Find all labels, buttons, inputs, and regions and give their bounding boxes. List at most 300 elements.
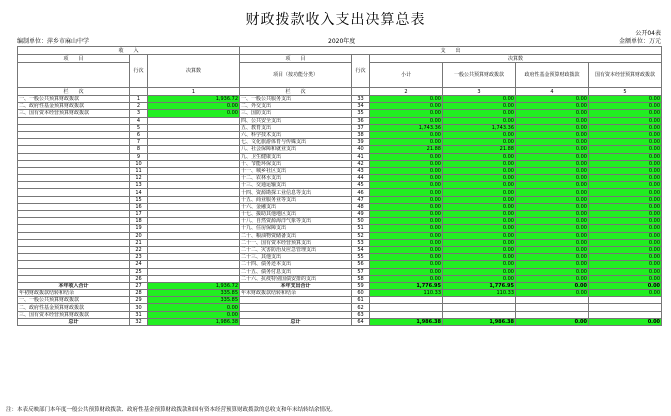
- expense-amount-c: 0.00: [589, 175, 662, 182]
- expense-line-no: 56: [352, 261, 370, 268]
- expense-amount-g: 0.00: [443, 275, 516, 282]
- expense-amount-s: [370, 304, 443, 311]
- item-header: 项 目: [18, 55, 130, 63]
- expense-amount-g: 0.00: [443, 268, 516, 275]
- expense-amount-f: 0.00: [516, 203, 589, 210]
- expense-line-no: 33: [352, 96, 370, 103]
- column-number: 3: [443, 88, 516, 96]
- expense-amount-f: 0.00: [516, 96, 589, 103]
- expense-line-no: 50: [352, 218, 370, 225]
- expense-amount-g: 21.88: [443, 146, 516, 153]
- expense-item: [240, 297, 352, 304]
- expense-item: 二十五、债务付息支出: [240, 268, 352, 275]
- income-amount: [148, 232, 240, 239]
- expense-amount-s: [370, 297, 443, 304]
- column-number: 2: [370, 88, 443, 96]
- expense-amount-s: 0.00: [370, 110, 443, 117]
- income-item: [18, 160, 130, 167]
- expense-amount-f: 0.00: [516, 282, 589, 289]
- expense-amount-f: 0.00: [516, 261, 589, 268]
- income-line-no: 21: [130, 239, 148, 246]
- income-item: [18, 117, 130, 124]
- expense-item: 本年支出合计: [240, 282, 352, 289]
- final-accounts-table: [17, 46, 662, 326]
- table-row: [18, 225, 662, 232]
- expense-line-no: 64: [352, 318, 370, 325]
- expense-amount-s: 0.00: [370, 275, 443, 282]
- budget-amount-header: 决算数: [148, 55, 240, 88]
- expense-amount-f: 0.00: [516, 254, 589, 261]
- income-line-no: 30: [130, 304, 148, 311]
- total-row: [18, 318, 662, 325]
- expense-amount-g: 0.00: [443, 103, 516, 110]
- income-amount: [148, 196, 240, 203]
- expense-amount-f: [516, 297, 589, 304]
- table-row: [18, 131, 662, 138]
- expense-item: 三、国防支出: [240, 110, 352, 117]
- expense-amount-g: 0.00: [443, 160, 516, 167]
- income-line-no: 23: [130, 254, 148, 261]
- expense-amount-c: 0.00: [589, 110, 662, 117]
- expense-amount-f: 0.00: [516, 110, 589, 117]
- government-fund-header: 政府性基金预算财政拨款: [516, 63, 589, 88]
- income-item: 一、一般公共预算财政拨款: [18, 96, 130, 103]
- income-amount: [148, 261, 240, 268]
- income-line-no: 32: [130, 318, 148, 325]
- state-capital-header: 国有资本经营预算财政拨款: [589, 63, 662, 88]
- expense-amount-g: 0.00: [443, 239, 516, 246]
- income-item: [18, 261, 130, 268]
- table-row: [18, 139, 662, 146]
- income-amount: [148, 139, 240, 146]
- income-amount: [148, 182, 240, 189]
- expense-amount-s: 1,986.38: [370, 318, 443, 325]
- income-line-no: 25: [130, 268, 148, 275]
- income-amount: [148, 254, 240, 261]
- expense-amount-g: 1,743.36: [443, 124, 516, 131]
- income-amount: 1,936.72: [148, 96, 240, 103]
- expense-line-no: 42: [352, 160, 370, 167]
- expense-amount-g: 0.00: [443, 211, 516, 218]
- income-line-no: 18: [130, 218, 148, 225]
- expense-amount-s: 1,743.36: [370, 124, 443, 131]
- income-item: [18, 268, 130, 275]
- expense-amount-s: 0.00: [370, 117, 443, 124]
- expense-line-no: 35: [352, 110, 370, 117]
- income-item: [18, 196, 130, 203]
- income-item: [18, 189, 130, 196]
- expense-amount-c: 0.00: [589, 196, 662, 203]
- income-item: [18, 225, 130, 232]
- expense-line-no: 43: [352, 167, 370, 174]
- income-line-no: 7: [130, 139, 148, 146]
- expense-amount-f: 0.00: [516, 239, 589, 246]
- expense-amount-c: 0.00: [589, 211, 662, 218]
- expense-amount-s: 0.00: [370, 225, 443, 232]
- income-amount: [148, 160, 240, 167]
- income-item: 二、政府性基金预算财政拨款: [18, 304, 130, 311]
- expense-amount-f: 0.00: [516, 189, 589, 196]
- line-no-header-right: 行次: [352, 55, 370, 88]
- expense-amount-s: 0.00: [370, 203, 443, 210]
- expense-amount-f: [516, 304, 589, 311]
- expense-amount-g: [443, 304, 516, 311]
- income-item: 二、政府性基金预算财政拨款: [18, 103, 130, 110]
- expense-amount-c: 0.00: [589, 268, 662, 275]
- expense-item: 二十六、抗疫特别国债安排的支出: [240, 275, 352, 282]
- subtotal-header: 小计: [370, 63, 443, 88]
- table-row: [18, 268, 662, 275]
- expense-amount-s: 21.88: [370, 146, 443, 153]
- page-title: 财政拨款收入支出决算总表: [245, 12, 426, 28]
- income-item: [18, 275, 130, 282]
- expense-line-no: 52: [352, 232, 370, 239]
- expense-amount-g: 0.00: [443, 131, 516, 138]
- income-amount: [148, 268, 240, 275]
- expense-item: 二十四、债务还本支出: [240, 261, 352, 268]
- expense-item: 十九、住房保障支出: [240, 225, 352, 232]
- income-amount: [148, 189, 240, 196]
- expense-amount-f: 0.00: [516, 167, 589, 174]
- expense-line-no: 49: [352, 211, 370, 218]
- expense-amount-c: 0.00: [589, 182, 662, 189]
- income-line-no: 2: [130, 103, 148, 110]
- expense-amount-f: 0.00: [516, 117, 589, 124]
- expense-amount-g: 0.00: [443, 117, 516, 124]
- income-item: [18, 239, 130, 246]
- money-unit: 金额单位：万元: [618, 38, 661, 45]
- income-line-no: 20: [130, 232, 148, 239]
- income-item: 三、国有资本经营预算财政拨款: [18, 311, 130, 318]
- line-no-header: 行次: [130, 55, 148, 88]
- expense-line-no: 40: [352, 146, 370, 153]
- income-item: 年初财政拨款结转和结余: [18, 290, 130, 297]
- income-item: [18, 131, 130, 138]
- income-line-no: 24: [130, 261, 148, 268]
- income-item: [18, 124, 130, 131]
- income-amount: [148, 124, 240, 131]
- income-line-no: 31: [130, 311, 148, 318]
- expense-line-no: 59: [352, 282, 370, 289]
- expense-line-no: 41: [352, 153, 370, 160]
- expense-item: [240, 311, 352, 318]
- expense-amount-s: 0.00: [370, 239, 443, 246]
- income-line-no: 12: [130, 175, 148, 182]
- expense-item: 二十、粮油物资储备支出: [240, 232, 352, 239]
- column-number: 5: [589, 88, 662, 96]
- expense-amount-g: [443, 297, 516, 304]
- income-amount: [148, 175, 240, 182]
- expense-line-no: 47: [352, 196, 370, 203]
- table-row: [18, 189, 662, 196]
- expense-amount-c: 0.00: [589, 146, 662, 153]
- expense-amount-c: 0.00: [589, 225, 662, 232]
- expense-amount-c: 0.00: [589, 254, 662, 261]
- expense-amount-f: 0.00: [516, 290, 589, 297]
- income-amount: 0.00: [148, 311, 240, 318]
- expense-amount-c: 0.00: [589, 203, 662, 210]
- expense-item: [240, 304, 352, 311]
- income-line-no: 9: [130, 153, 148, 160]
- expense-item: 十五、商业服务业等支出: [240, 196, 352, 203]
- expense-amount-c: [589, 311, 662, 318]
- expense-amount-c: 0.00: [589, 318, 662, 325]
- expense-amount-s: 0.00: [370, 96, 443, 103]
- income-amount: [148, 146, 240, 153]
- income-amount: [148, 225, 240, 232]
- income-amount: 1,936.72: [148, 282, 240, 289]
- expense-amount-s: 0.00: [370, 261, 443, 268]
- expense-amount-g: 0.00: [443, 261, 516, 268]
- expense-amount-g: 0.00: [443, 110, 516, 117]
- item-header-right: 项 目: [240, 55, 352, 63]
- expense-amount-g: 1,776.95: [443, 282, 516, 289]
- table-row: [18, 146, 662, 153]
- expense-amount-g: 0.00: [443, 96, 516, 103]
- expense-amount-f: 0.00: [516, 153, 589, 160]
- income-line-no: 14: [130, 189, 148, 196]
- income-line-no: 22: [130, 246, 148, 253]
- expense-line-no: 37: [352, 124, 370, 131]
- expense-amount-c: 0.00: [589, 117, 662, 124]
- expense-item: 十八、自然资源海洋气象等支出: [240, 218, 352, 225]
- column-label: 栏 次: [18, 88, 130, 96]
- expense-item: 二、外交支出: [240, 103, 352, 110]
- expense-amount-s: 0.00: [370, 182, 443, 189]
- total-row: [18, 282, 662, 289]
- expense-amount-s: 0.00: [370, 246, 443, 253]
- income-line-no: 10: [130, 160, 148, 167]
- table-row: [18, 153, 662, 160]
- expense-amount-s: 1,776.95: [370, 282, 443, 289]
- income-item: 三、国有资本经营预算财政拨款: [18, 110, 130, 117]
- expense-amount-g: 0.00: [443, 218, 516, 225]
- expense-amount-g: 0.00: [443, 246, 516, 253]
- expense-amount-c: 0.00: [589, 218, 662, 225]
- income-amount: 335.85: [148, 290, 240, 297]
- item-by-function-header: 项目（按功能分类）: [240, 63, 352, 88]
- income-item: [18, 146, 130, 153]
- income-amount: [148, 275, 240, 282]
- income-line-no: 17: [130, 211, 148, 218]
- table-row: [18, 175, 662, 182]
- expense-amount-f: 0.00: [516, 218, 589, 225]
- table-row: [18, 275, 662, 282]
- expense-amount-g: [443, 311, 516, 318]
- expense-line-no: 46: [352, 189, 370, 196]
- expense-line-no: 34: [352, 103, 370, 110]
- income-amount: [148, 218, 240, 225]
- income-line-no: 19: [130, 225, 148, 232]
- table-row: [18, 182, 662, 189]
- expense-item: 二十一、国有资本经营预算支出: [240, 239, 352, 246]
- expense-amount-c: 0.00: [589, 96, 662, 103]
- expense-line-no: 44: [352, 175, 370, 182]
- income-line-no: 11: [130, 167, 148, 174]
- expense-item: 十一、城乡社区支出: [240, 167, 352, 174]
- expense-amount-f: 0.00: [516, 182, 589, 189]
- expense-line-no: 63: [352, 311, 370, 318]
- income-item: 本年收入合计: [18, 282, 130, 289]
- expense-item: 十七、援助其他地区支出: [240, 211, 352, 218]
- expense-amount-c: 0.00: [589, 189, 662, 196]
- income-item: [18, 153, 130, 160]
- expense-item: 四、公共安全支出: [240, 117, 352, 124]
- total-row: [18, 290, 662, 297]
- expense-amount-s: 0.00: [370, 103, 443, 110]
- income-line-no: 13: [130, 182, 148, 189]
- expense-line-no: 36: [352, 117, 370, 124]
- expense-amount-s: [370, 311, 443, 318]
- table-row: [18, 96, 662, 103]
- expense-amount-f: 0.00: [516, 160, 589, 167]
- total-row: [18, 304, 662, 311]
- budget-amount-header-right: 决算数: [370, 55, 662, 63]
- expense-line-no: 45: [352, 182, 370, 189]
- expense-amount-f: 0.00: [516, 268, 589, 275]
- expense-amount-s: 0.00: [370, 131, 443, 138]
- expense-amount-f: 0.00: [516, 232, 589, 239]
- table-row: [18, 261, 662, 268]
- table-row: [18, 239, 662, 246]
- expense-amount-s: 0.00: [370, 139, 443, 146]
- expense-amount-g: 0.00: [443, 196, 516, 203]
- compiling-unit: 编制单位：萍乡市麻山中学: [17, 38, 90, 45]
- expense-line-no: 62: [352, 304, 370, 311]
- expense-amount-s: 0.00: [370, 211, 443, 218]
- expense-amount-f: 0.00: [516, 139, 589, 146]
- expense-amount-c: [589, 297, 662, 304]
- expense-item: 五、教育支出: [240, 124, 352, 131]
- expense-amount-c: 0.00: [589, 160, 662, 167]
- income-line-no: 4: [130, 117, 148, 124]
- income-amount: [148, 239, 240, 246]
- fiscal-year: 2020年度: [328, 38, 356, 45]
- expense-amount-c: 0.00: [589, 153, 662, 160]
- expense-amount-c: 0.00: [589, 167, 662, 174]
- income-item: 总计: [18, 318, 130, 325]
- expense-item: 八、社会保障和就业支出: [240, 146, 352, 153]
- expense-amount-g: 0.00: [443, 232, 516, 239]
- expense-amount-c: 0.00: [589, 239, 662, 246]
- income-line-no: 8: [130, 146, 148, 153]
- table-row: [18, 218, 662, 225]
- table-row: [18, 124, 662, 131]
- expense-amount-f: 0.00: [516, 318, 589, 325]
- expense-amount-f: [516, 311, 589, 318]
- income-item: [18, 203, 130, 210]
- income-amount: [148, 153, 240, 160]
- expense-amount-s: 0.00: [370, 254, 443, 261]
- expense-amount-g: 0.00: [443, 225, 516, 232]
- expense-amount-s: 110.33: [370, 290, 443, 297]
- income-amount: 0.00: [148, 304, 240, 311]
- table-row: [18, 196, 662, 203]
- income-item: [18, 246, 130, 253]
- expense-amount-s: 0.00: [370, 268, 443, 275]
- table-row: [18, 232, 662, 239]
- expense-header: 支 出: [240, 47, 662, 55]
- income-item: [18, 175, 130, 182]
- expense-line-no: 61: [352, 297, 370, 304]
- expense-item: 一、一般公共服务支出: [240, 96, 352, 103]
- income-amount: [148, 167, 240, 174]
- expense-amount-s: 0.00: [370, 218, 443, 225]
- expense-item: 六、科学技术支出: [240, 131, 352, 138]
- expense-amount-c: 0.00: [589, 124, 662, 131]
- expense-line-no: 60: [352, 290, 370, 297]
- expense-amount-s: 0.00: [370, 196, 443, 203]
- table-row: [18, 117, 662, 124]
- expense-amount-g: 110.33: [443, 290, 516, 297]
- expense-amount-f: 0.00: [516, 175, 589, 182]
- table-row: [18, 103, 662, 110]
- expense-amount-g: 0.00: [443, 254, 516, 261]
- expense-amount-c: 0.00: [589, 275, 662, 282]
- expense-item: 二十二、灾害防治及应急管理支出: [240, 246, 352, 253]
- income-item: [18, 218, 130, 225]
- expense-line-no: 48: [352, 203, 370, 210]
- income-amount: [148, 203, 240, 210]
- expense-amount-f: 0.00: [516, 275, 589, 282]
- expense-amount-c: 0.00: [589, 103, 662, 110]
- column-label-right: 栏 次: [240, 88, 352, 96]
- expense-amount-c: 0.00: [589, 290, 662, 297]
- expense-amount-g: 0.00: [443, 167, 516, 174]
- expense-line-no: 51: [352, 225, 370, 232]
- expense-item: 十六、金融支出: [240, 203, 352, 210]
- income-header: 收 入: [18, 47, 240, 55]
- expense-amount-s: 0.00: [370, 175, 443, 182]
- income-line-no: 15: [130, 196, 148, 203]
- total-row: [18, 311, 662, 318]
- income-item: [18, 211, 130, 218]
- expense-item: 年末财政拨款结转和结余: [240, 290, 352, 297]
- expense-line-no: 57: [352, 268, 370, 275]
- income-line-no: 5: [130, 124, 148, 131]
- expense-amount-s: 0.00: [370, 160, 443, 167]
- income-amount: 0.00: [148, 103, 240, 110]
- expense-amount-g: 0.00: [443, 203, 516, 210]
- expense-item: 十二、农林水支出: [240, 175, 352, 182]
- income-line-no: 6: [130, 131, 148, 138]
- expense-item: 十、节能环保支出: [240, 160, 352, 167]
- income-line-no: 16: [130, 203, 148, 210]
- expense-amount-g: 0.00: [443, 153, 516, 160]
- expense-amount-s: 0.00: [370, 167, 443, 174]
- expense-amount-f: 0.00: [516, 146, 589, 153]
- expense-amount-g: 0.00: [443, 139, 516, 146]
- income-line-no: 26: [130, 275, 148, 282]
- expense-amount-s: 0.00: [370, 153, 443, 160]
- expense-line-no: 39: [352, 139, 370, 146]
- income-amount: 335.85: [148, 297, 240, 304]
- form-number: 公开04表: [635, 30, 661, 37]
- expense-amount-s: 0.00: [370, 232, 443, 239]
- expense-amount-f: 0.00: [516, 124, 589, 131]
- expense-item: 十三、交通运输支出: [240, 182, 352, 189]
- expense-amount-f: 0.00: [516, 131, 589, 138]
- table-row: [18, 160, 662, 167]
- column-number: 1: [148, 88, 240, 96]
- income-line-no: 28: [130, 290, 148, 297]
- income-line-no: 29: [130, 297, 148, 304]
- expense-amount-g: 0.00: [443, 189, 516, 196]
- income-item: [18, 254, 130, 261]
- expense-line-no: 55: [352, 254, 370, 261]
- income-amount: [148, 117, 240, 124]
- expense-item: 总计: [240, 318, 352, 325]
